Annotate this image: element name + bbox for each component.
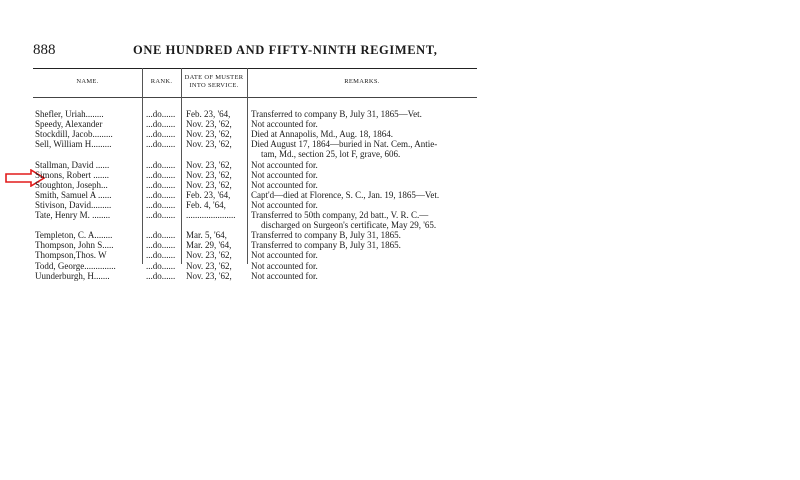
column-header-date-line2: INTO SERVICE.: [189, 82, 239, 89]
date-cell: Nov. 23, '62,: [186, 119, 232, 130]
column-header-date: [181, 74, 247, 90]
remarks-cell: Not accounted for.: [251, 169, 318, 180]
date-cell: Feb. 4, '64,: [186, 199, 226, 210]
muster-roll-table: [33, 68, 477, 281]
remarks-cell: Not accounted for.: [251, 159, 318, 170]
table-row: [33, 129, 477, 139]
name-cell: Uunderburgh, H.......: [35, 270, 110, 281]
rank-cell: ...do......: [146, 240, 176, 251]
remarks-continuation-cell: discharged on Surgeon's certificate, May 29, '65.: [261, 220, 437, 231]
remarks-cell: Transferred to company B, July 31, 1865.: [251, 230, 401, 241]
table-row: [33, 109, 477, 119]
name-cell: Smith, Samuel A ......: [35, 189, 112, 200]
rank-cell: ...do......: [146, 199, 176, 210]
name-cell: Stallman, David ......: [35, 159, 110, 170]
date-cell: Nov. 23, '62,: [186, 169, 232, 180]
table-row: [33, 180, 477, 190]
column-header-rank: RANK.: [150, 78, 173, 85]
remarks-cell: Died August 17, 1864—buried in Nat. Cem., Antie-: [251, 139, 438, 150]
date-cell: Nov. 23, '62,: [186, 139, 232, 150]
date-cell: Feb. 23, '64,: [186, 189, 231, 200]
column-header-remarks: REMARKS.: [344, 78, 380, 85]
table-row-continuation: [33, 220, 477, 230]
date-cell: Nov. 23, '62,: [186, 270, 232, 281]
name-cell: Thompson,Thos. W: [35, 250, 107, 261]
name-cell: Tate, Henry M. ........: [35, 210, 111, 220]
name-cell: Todd, George..............: [35, 260, 116, 271]
date-cell: Nov. 23, '62,: [186, 159, 232, 170]
remarks-continuation-cell: tam, Md., section 25, lot F, grave, 606.: [261, 149, 401, 160]
remarks-cell: Not accounted for.: [251, 199, 318, 210]
table-top-rule: [33, 68, 477, 69]
name-cell: Sell, William H.........: [35, 139, 112, 150]
date-cell: Feb. 23, '64,: [186, 109, 231, 119]
column-header-date-line1: DATE OF MUSTER: [184, 74, 244, 81]
table-header-rule: [33, 97, 477, 98]
rank-cell: ...do......: [146, 119, 176, 130]
table-row: [33, 240, 477, 250]
table-row: [33, 230, 477, 240]
date-cell: Nov. 23, '62,: [186, 179, 232, 190]
remarks-cell: Capt'd—died at Florence, S. C., Jan. 19, 1865—Vet.: [251, 189, 440, 200]
name-cell: Stivison, David.........: [35, 199, 112, 210]
rank-cell: ...do......: [146, 189, 176, 200]
table-row: [33, 250, 477, 260]
date-cell: ......................: [186, 210, 236, 220]
table-row: [33, 210, 477, 220]
remarks-cell: Not accounted for.: [251, 179, 318, 190]
rank-cell: ...do......: [146, 260, 176, 271]
date-cell: Mar. 5, '64,: [186, 230, 227, 241]
rank-cell: ...do......: [146, 159, 176, 170]
rank-cell: ...do......: [146, 230, 176, 241]
page-heading: ONE HUNDRED AND FIFTY-NINTH REGIMENT,: [133, 43, 438, 57]
table-row: [33, 190, 477, 200]
date-cell: Nov. 23, '62,: [186, 260, 232, 271]
rank-cell: ...do......: [146, 250, 176, 261]
table-row: [33, 261, 477, 271]
name-cell: Simons, Robert .......: [35, 169, 110, 180]
name-cell: Stockdill, Jacob.........: [35, 129, 113, 140]
rank-cell: ...do......: [146, 109, 176, 119]
name-cell: Speedy, Alexander: [35, 119, 103, 130]
rank-cell: ...do......: [146, 270, 176, 281]
remarks-cell: Transferred to 50th company, 2d batt., V. R. C.—: [251, 210, 429, 220]
table-row: [33, 139, 477, 149]
column-header-name: NAME.: [76, 78, 99, 85]
date-cell: Nov. 23, '62,: [186, 129, 232, 140]
rank-cell: ...do......: [146, 139, 176, 150]
rank-cell: ...do......: [146, 210, 176, 220]
name-cell: Templeton, C. A........: [35, 230, 113, 241]
remarks-cell: Died at Annapolis, Md., Aug. 18, 1864.: [251, 129, 393, 140]
date-cell: Mar. 29, '64,: [186, 240, 232, 251]
remarks-cell: Not accounted for.: [251, 250, 318, 261]
table-row-continuation: [33, 149, 477, 159]
table-row: [33, 170, 477, 180]
page-number: 888: [33, 42, 56, 58]
name-cell: Shefler, Uriah........: [35, 109, 104, 119]
remarks-cell: Not accounted for.: [251, 270, 318, 281]
name-cell: Thompson, John S.....: [35, 240, 114, 251]
remarks-cell: Transferred to company B, July 31, 1865.: [251, 240, 401, 251]
name-cell: Stoughton, Joseph...: [35, 179, 108, 190]
table-row: [33, 160, 477, 170]
table-row: [33, 200, 477, 210]
table-row: [33, 271, 477, 281]
remarks-cell: Not accounted for.: [251, 260, 318, 271]
rank-cell: ...do......: [146, 169, 176, 180]
rank-cell: ...do......: [146, 129, 176, 140]
table-row: [33, 119, 477, 129]
rank-cell: ...do......: [146, 179, 176, 190]
date-cell: Nov. 23, '62,: [186, 250, 232, 261]
remarks-cell: Not accounted for.: [251, 119, 318, 130]
remarks-cell: Transferred to company B, July 31, 1865—Vet.: [251, 109, 422, 119]
